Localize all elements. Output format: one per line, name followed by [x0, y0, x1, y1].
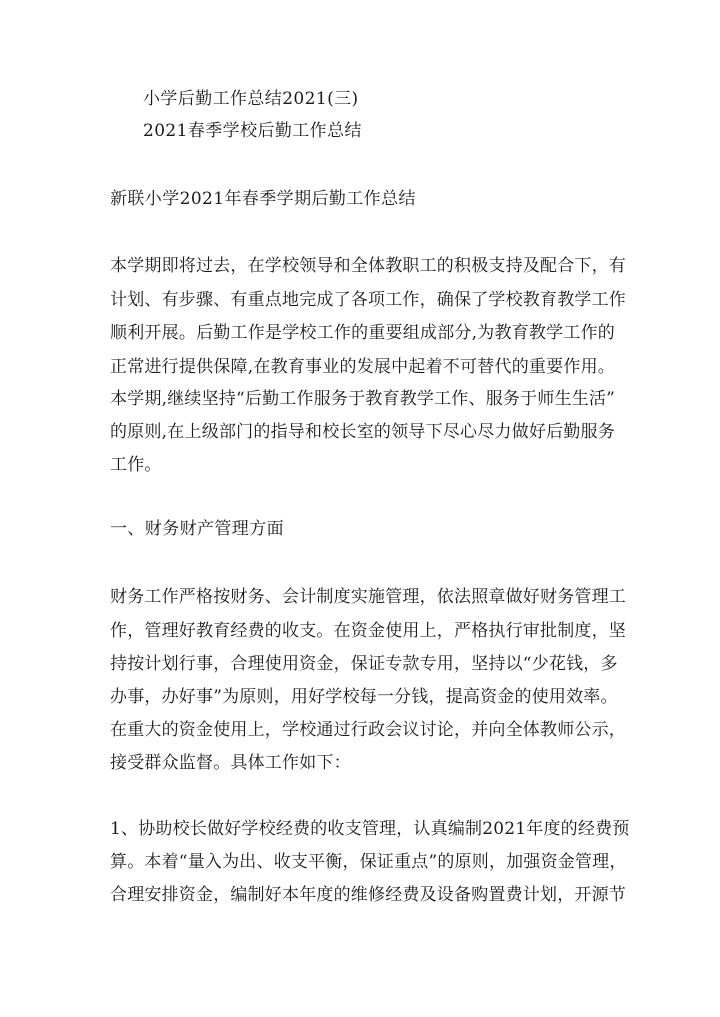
intro-paragraph-line: 的原则,在上级部门的指导和校长室的领导下尽心尽力做好后勤服务 [110, 422, 615, 442]
finance-paragraph-line: 持按计划行事，合理使用资金，保证专款专用，坚持以“少花钱，多 [110, 654, 618, 674]
finance-paragraph-line: 财务工作严格按财务、会计制度实施管理，依法照章做好财务管理工 [110, 587, 626, 607]
finance-paragraph-line: 作，管理好教育经费的收支。在资金使用上，严格执行审批制度，坚 [110, 621, 626, 641]
intro-paragraph-line: 本学期,继续坚持“后勤工作服务于教育教学工作、服务于师生生活” [110, 389, 615, 409]
intro-paragraph-line: 工作。 [110, 455, 162, 475]
item-1-paragraph-line: 1、协助校长做好学校经费的收支管理，认真编制2021年度的经费预 [110, 819, 630, 839]
finance-paragraph-line: 在重大的资金使用上，学校通过行政会议讨论，并向全体教师公示， [110, 720, 626, 740]
finance-paragraph-line: 接受群众监督。具体工作如下： [110, 753, 351, 773]
document-title: 小学后勤工作总结2021(三) [143, 89, 359, 109]
section-heading: 一、财务财产管理方面 [110, 519, 284, 539]
intro-paragraph-line: 正常进行提供保障,在教育事业的发展中起着不可替代的重要作用。 [110, 357, 615, 377]
intro-paragraph-line: 计划、有步骤、有重点地完成了各项工作，确保了学校教育教学工作 [110, 290, 626, 310]
finance-paragraph-line: 办事，办好事”为原则，用好学校每一分钱，提高资金的使用效率。 [110, 687, 618, 707]
item-1-paragraph-line: 合理安排资金，编制好本年度的维修经费及设备购置费计划，开源节 [110, 885, 626, 905]
item-1-paragraph-line: 算。本着“量入为出、收支平衡，保证重点”的原则，加强资金管理， [110, 852, 627, 872]
intro-paragraph-line: 本学期即将过去，在学校领导和全体教职工的积极支持及配合下，有 [110, 256, 626, 276]
document-subtitle: 新联小学2021年春季学期后勤工作总结 [110, 189, 416, 209]
intro-paragraph-line: 顺利开展。后勤工作是学校工作的重要组成部分,为教育教学工作的 [110, 323, 615, 343]
document-title-secondary: 2021春季学校后勤工作总结 [143, 121, 362, 141]
